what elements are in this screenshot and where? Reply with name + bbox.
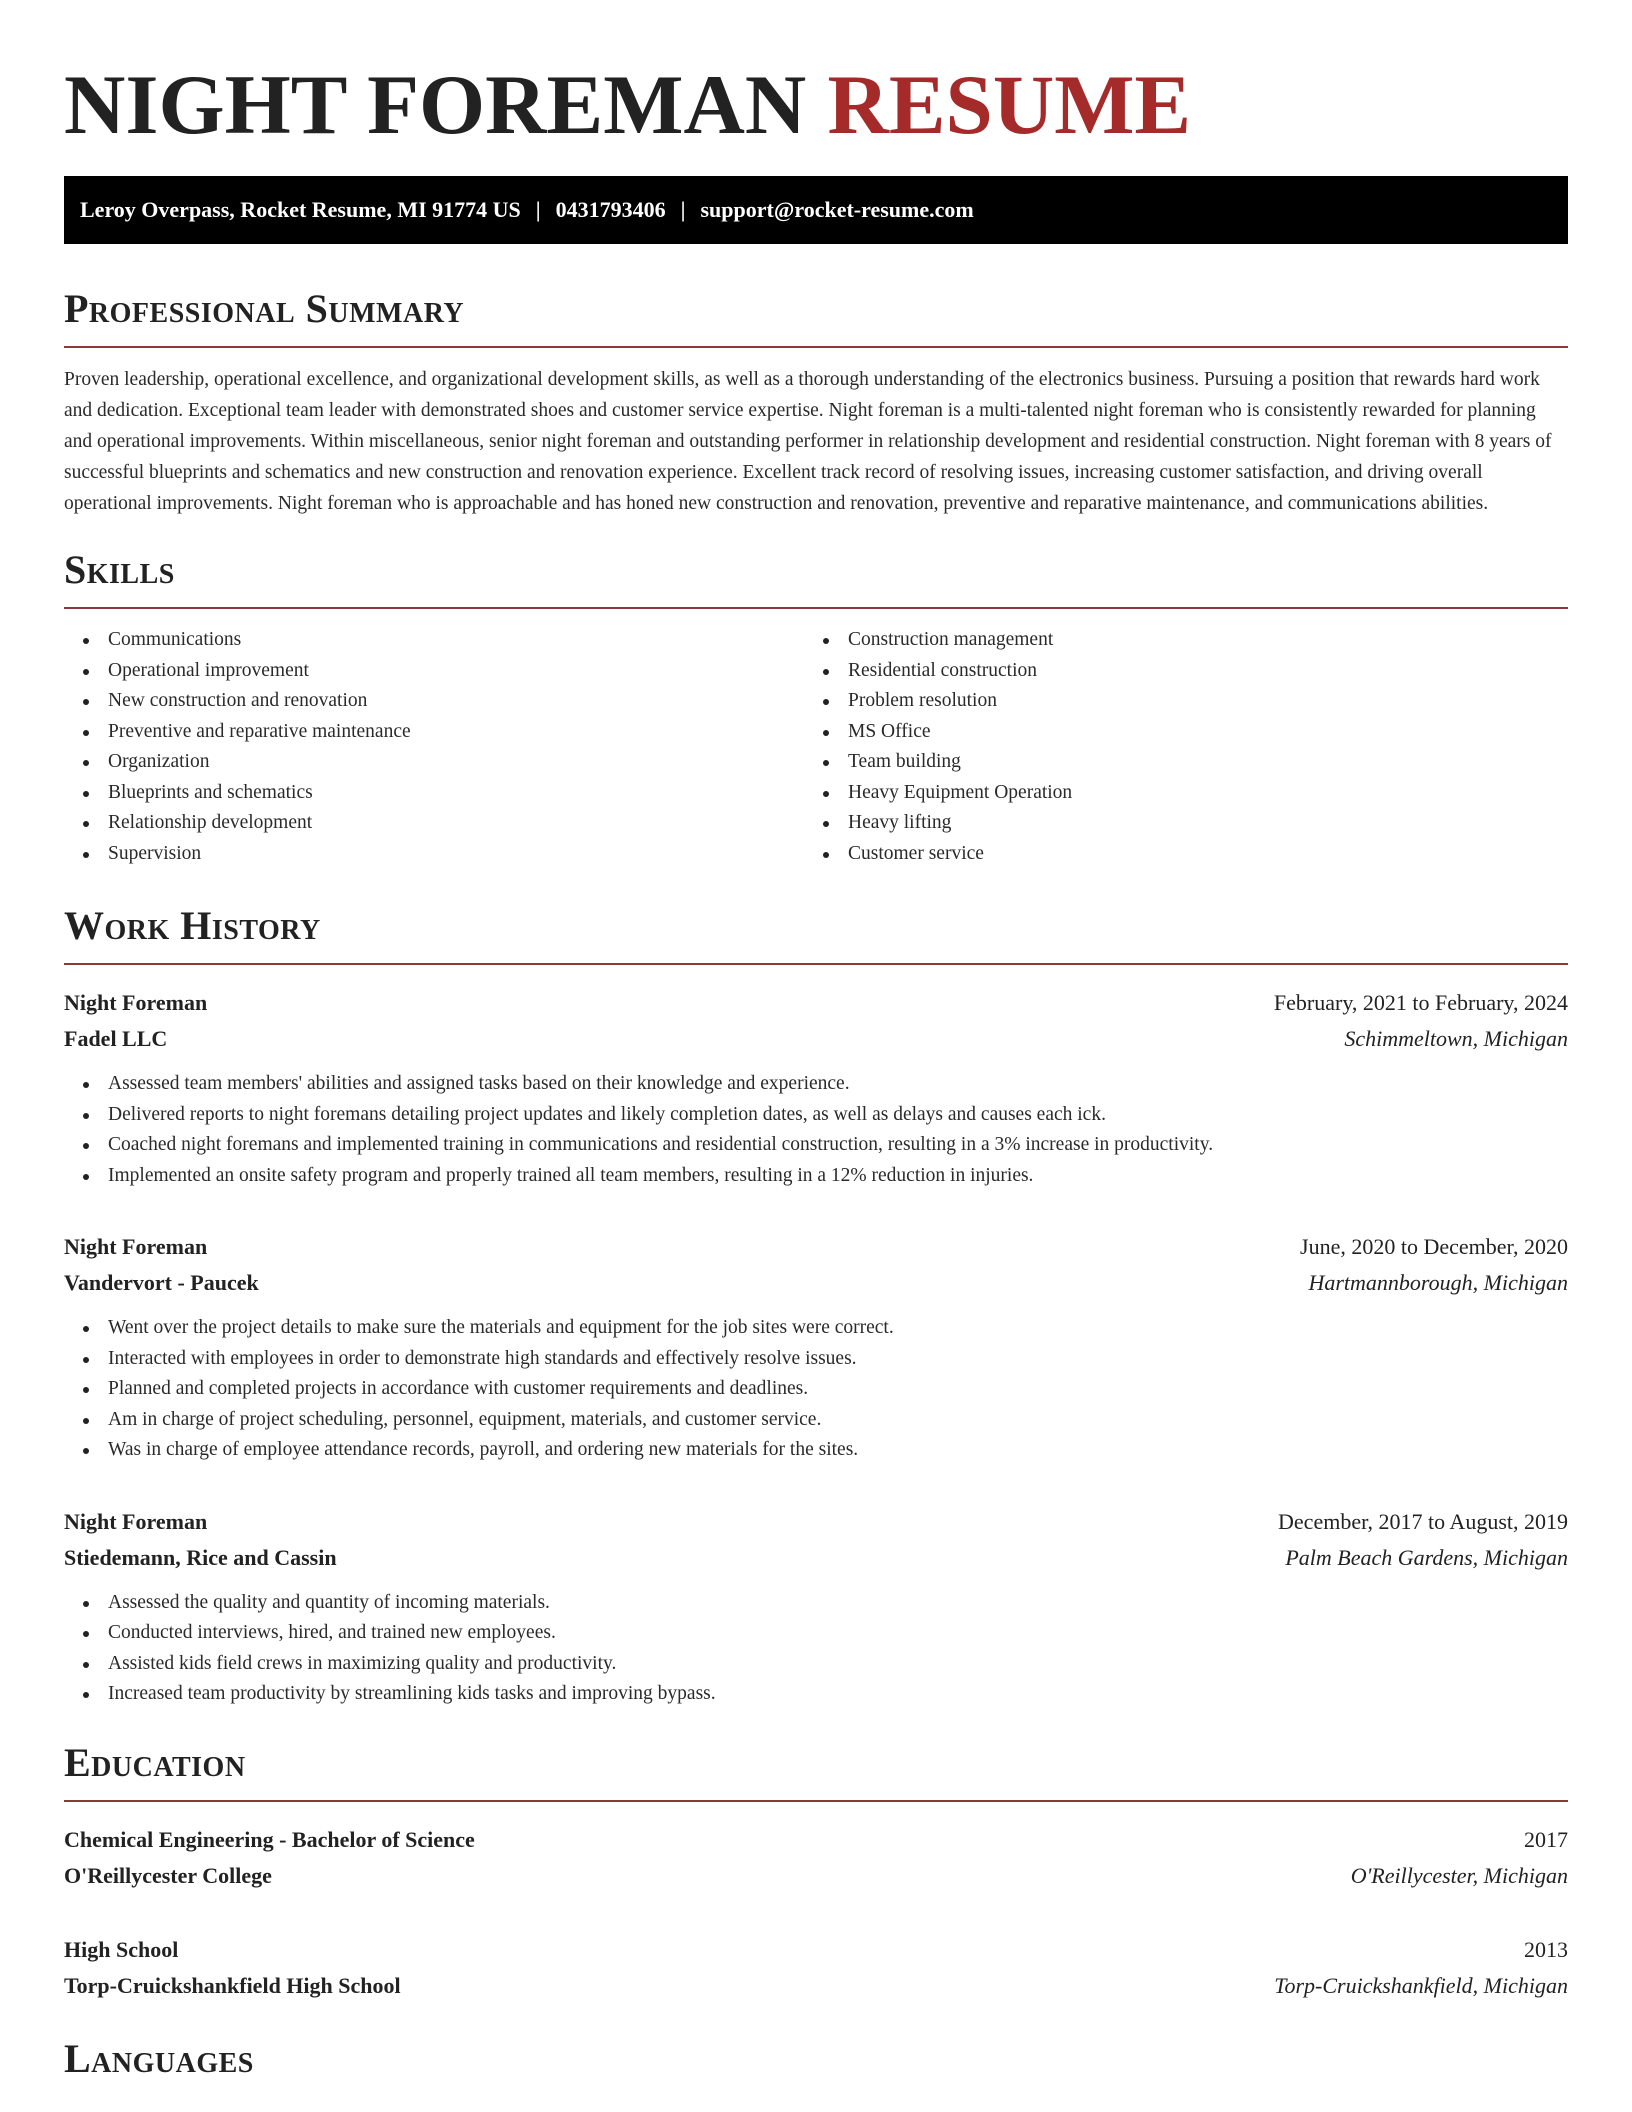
duty-item: Am in charge of project scheduling, personnel, equipment, materials, and customer service. [64,1405,1568,1436]
job-duties [64,1313,1568,1466]
duty-item: Delivered reports to night foremans detailing project updates and likely completion dates, as well as delays and causes each ick. [64,1100,1568,1131]
job-company: Vandervort - Paucek [64,1270,259,1295]
education-school: O'Reillycester College [64,1862,272,1888]
job-location: Schimmeltown, Michigan [1344,1026,1568,1051]
contact-bar [64,176,1568,244]
skills-column-right [804,625,1544,869]
skill-item: Relationship development [64,808,804,839]
job-title: Night Foreman [64,1234,208,1259]
education-header-line [64,1822,1568,1858]
duty-item: Interacted with employees in order to demonstrate high standards and effectively resolve issues. [64,1344,1568,1375]
job-company-line [64,1540,1568,1576]
duty-item: Planned and completed projects in accordance with customer requirements and deadlines. [64,1374,1568,1405]
resume-title [64,0,1568,154]
education-header-line [64,1932,1568,1968]
contact-phone: 0431793406 [555,197,666,222]
education-school-line [64,1858,1568,1894]
skill-item: MS Office [804,717,1544,748]
job-location: Hartmannborough, Michigan [1308,1270,1568,1295]
job-location: Palm Beach Gardens, Michigan [1285,1544,1568,1570]
duty-item: Implemented an onsite safety program and properly trained all team members, resulting in a 12% reduction in injuries. [64,1161,1568,1192]
skill-item: Customer service [804,839,1544,870]
contact-separator: | [535,197,541,222]
skill-item: Organization [64,747,804,778]
skill-item: Construction management [804,625,1544,656]
skill-item: Heavy lifting [804,808,1544,839]
contact-separator: | [680,197,686,222]
skill-item: Residential construction [804,656,1544,687]
duty-item: Went over the project details to make sure the materials and equipment for the job sites were correct. [64,1313,1568,1344]
skill-item: Team building [804,747,1544,778]
skill-item: Heavy Equipment Operation [804,778,1544,809]
duty-item: Assisted kids field crews in maximizing quality and productivity. [64,1649,1568,1680]
skills-column-left [64,625,804,869]
job-entry [64,985,1568,1191]
education-heading: Education [64,1740,1568,1802]
education-entry [64,1822,1568,1894]
title-main: NIGHT FOREMAN [64,58,807,152]
job-entry [64,1504,1568,1710]
job-company-line [64,1265,1568,1301]
skills-list [64,625,1568,869]
skill-item: Operational improvement [64,656,804,687]
contact-address: Leroy Overpass, Rocket Resume, MI 91774 US [80,197,521,222]
job-duties [64,1069,1568,1191]
job-title: Night Foreman [64,1508,208,1534]
job-dates: December, 2017 to August, 2019 [1278,1508,1568,1534]
skill-item: Communications [64,625,804,656]
skill-item: Blueprints and schematics [64,778,804,809]
work-history-heading: Work History [64,903,1568,965]
education-location: Torp-Cruickshankfield, Michigan [1274,1972,1568,1998]
job-dates: February, 2021 to February, 2024 [1273,990,1568,1015]
education-year: 2017 [1524,1826,1568,1852]
skill-item: Supervision [64,839,804,870]
summary-heading: Professional Summary [64,286,1568,348]
job-title: Night Foreman [64,990,208,1015]
education-location: O'Reillycester, Michigan [1350,1862,1568,1888]
contact-email[interactable]: support@rocket-resume.com [700,197,974,222]
job-company: Stiedemann, Rice and Cassin [64,1544,337,1570]
duty-item: Conducted interviews, hired, and trained new employees. [64,1618,1568,1649]
job-dates: June, 2020 to December, 2020 [1300,1234,1568,1259]
skill-item: Problem resolution [804,686,1544,717]
education-entry [64,1932,1568,2004]
duty-item: Assessed the quality and quantity of incoming materials. [64,1588,1568,1619]
skill-item: New construction and renovation [64,686,804,717]
title-accent: RESUME [827,58,1192,152]
duty-item: Was in charge of employee attendance records, payroll, and ordering new materials for the sites. [64,1435,1568,1466]
education-degree: Chemical Engineering - Bachelor of Science [64,1826,475,1852]
job-company-line [64,1021,1568,1057]
job-header-line [64,1504,1568,1540]
duty-item: Assessed team members' abilities and assigned tasks based on their knowledge and experience. [64,1069,1568,1100]
job-entry [64,1229,1568,1466]
skills-heading: Skills [64,547,1568,609]
duty-item: Coached night foremans and implemented training in communications and residential construction, resulting in a 3% increase in productivity. [64,1130,1568,1161]
education-school: Torp-Cruickshankfield High School [64,1972,401,1998]
education-year: 2013 [1524,1936,1568,1962]
job-header-line [64,1229,1568,1265]
education-degree: High School [64,1936,179,1962]
languages-heading: Languages [64,2035,254,2081]
job-header-line [64,985,1568,1021]
job-company: Fadel LLC [64,1026,168,1051]
education-school-line [64,1968,1568,2004]
job-duties [64,1588,1568,1710]
skill-item: Preventive and reparative maintenance [64,717,804,748]
duty-item: Increased team productivity by streamlining kids tasks and improving bypass. [64,1679,1568,1710]
summary-text: Proven leadership, operational excellence, and organizational development skills, as well as a thorough understanding of the electronics business. Pursuing a position that rewards hard work and dedication. Exceptional team leader with demonstrated shoes and customer service expertise. Night foreman is a multi-talented night foreman who is consistently rewarded for planning and operational improvements. Within miscellaneous, senior night foreman and outstanding performer in relationship development and residential construction. Night foreman with 8 years of successful blueprints and schematics and new construction and renovation experience. Excellent track record of resolving issues, increasing customer satisfaction, and driving overall operational improvements. Night foreman who is approachable and has honed new construction and renovation, preventive and reparative maintenance, and communications abilities. [64,369,1552,514]
